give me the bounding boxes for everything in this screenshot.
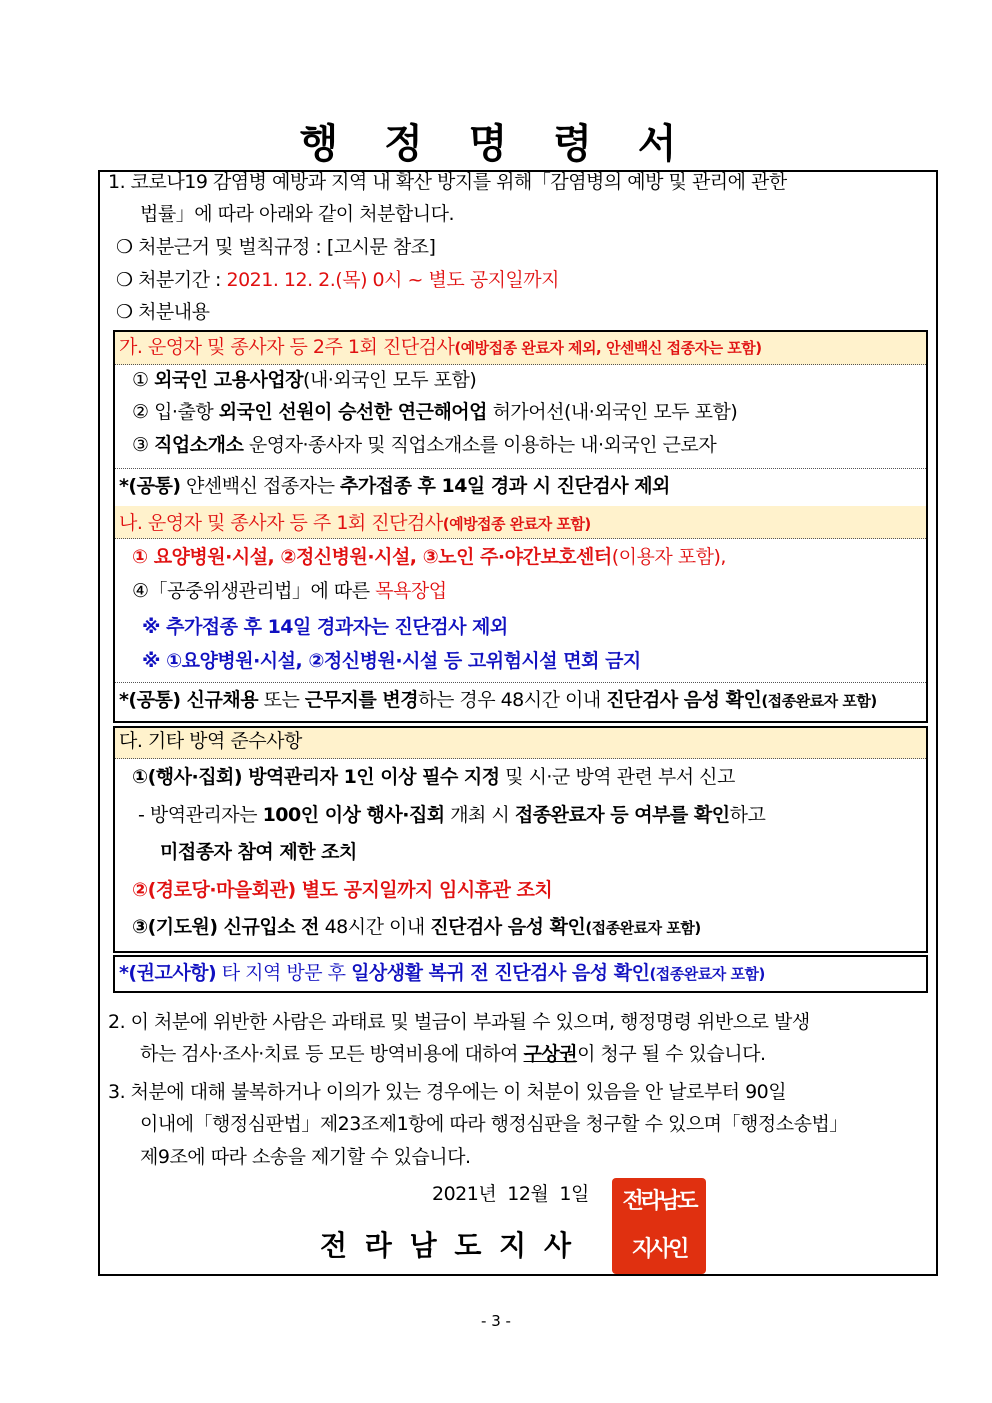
- text-segment: (예방접종 완료자 포함): [442, 515, 591, 533]
- basis-item: [116, 233, 435, 261]
- paragraph-2-line-2: [140, 1040, 766, 1068]
- text-segment: 외국인 고용사업장: [154, 369, 304, 391]
- paragraph-1-line-1: [108, 168, 787, 196]
- text-segment: 추가접종 후 14일 경과 시 진단검사 제외: [339, 475, 670, 497]
- paragraph-2-line-1: [108, 1008, 810, 1036]
- section-ga-item: [132, 366, 476, 394]
- text-segment: 및 시·군 방역 관련 부서 신고: [499, 766, 735, 788]
- text-segment: 미접종자 참여 제한 조치: [160, 841, 357, 863]
- text-segment: 이내에「행정심판법」제23조제1항에 따라 행정심판을 청구할 수 있으며「행정소송법」: [140, 1113, 848, 1135]
- text-segment: 목욕장업: [375, 580, 447, 602]
- paragraph-3-line-2: [140, 1110, 848, 1138]
- paragraph-3-line-1: [108, 1078, 786, 1106]
- text-segment: (접종완료자 포함): [761, 692, 877, 710]
- section-da-item: [132, 876, 552, 904]
- content-item: [116, 298, 210, 326]
- recommendation-text: [119, 959, 765, 988]
- section-na-common-note: [119, 686, 877, 715]
- section-na-note: [142, 613, 508, 641]
- text-segment: 2021. 12. 2.(목) 0시 ~ 별도 공지일까지: [226, 269, 559, 291]
- text-segment: 하는 검사·조사·치료 등 모든 방역비용에 대하여: [140, 1043, 524, 1065]
- text-segment: (예방접종 완료자 제외, 안센백신 접종자는 포함): [454, 339, 762, 357]
- paragraph-1-line-2: [140, 200, 454, 228]
- text-segment: 다. 기타 방역 준수사항: [119, 730, 302, 752]
- divider: [115, 468, 926, 469]
- text-segment: ※ 추가접종 후 14일 경과자는 진단검사 제외: [142, 616, 508, 638]
- text-segment: 가. 운영자 및 종사자 등 2주 1회 진단검사: [119, 336, 455, 358]
- text-segment: 운영자·종사자 및 직업소개소를 이용하는 내·외국인 근로자: [243, 434, 717, 456]
- stamp-text: 전라남도: [622, 1189, 696, 1214]
- text-segment: 이 청구 될 수 있습니다.: [577, 1043, 766, 1065]
- text-segment: ❍ 처분내용: [116, 301, 210, 323]
- text-segment: ② 입·출항: [132, 401, 219, 423]
- text-segment: 허가어선(내·외국인 모두 포함): [487, 401, 738, 423]
- text-segment: 타 지역 방문 후: [216, 962, 352, 984]
- section-da-item: [132, 913, 701, 942]
- period-item: [116, 266, 559, 294]
- text-segment: 1. 코로나19 감염병 예방과 지역 내 확산 방지를 위해「감염병의 예방 및 관리에 관한: [108, 171, 787, 193]
- text-segment: ❍ 처분근거 및 벌칙규정 : [고시문 참조]: [116, 236, 436, 258]
- section-ga-item: [132, 398, 737, 426]
- text-segment: *(공통): [119, 475, 181, 497]
- text-segment: 2. 이 처분에 위반한 사람은 과태료 및 벌금이 부과될 수 있으며, 행정명령 위반으로 발생: [108, 1011, 810, 1033]
- text-segment: 하는 경우 48시간 이내: [418, 689, 607, 711]
- text-segment: 구상권: [523, 1043, 578, 1065]
- text-segment: *(공통) 신규채용: [119, 689, 259, 711]
- text-segment: - 방역관리자는: [138, 804, 263, 826]
- text-segment: (내·외국인 모두 포함): [303, 369, 477, 391]
- text-segment: ②(경로당·마을회관) 별도 공지일까지 임시휴관 조치: [132, 879, 553, 901]
- text-segment: 외국인 선원이 승선한 연근해어업: [218, 401, 488, 423]
- divider: [115, 682, 926, 683]
- section-ga-header: [119, 333, 762, 362]
- text-segment: 직업소개소: [154, 434, 244, 456]
- text-segment: 100인 이상 행사·집회: [262, 804, 445, 826]
- text-segment: ※ ①요양병원·시설, ②정신병원·시설 등 고위험시설 면회 금지: [142, 650, 641, 672]
- text-segment: ① 요양병원·시설, ②정신병원·시설, ③노인 주·야간보호센터: [132, 546, 612, 568]
- text-segment: ④「공중위생관리법」에 따른: [132, 580, 376, 602]
- text-segment: (이용자 포함),: [611, 546, 726, 568]
- text-segment: 얀센백신 접종자는: [180, 475, 340, 497]
- text-segment: 진단검사 음성 확인: [430, 916, 586, 938]
- text-segment: (접종완료자 포함): [649, 965, 765, 983]
- text-segment: ③(기도원) 신규입소 전: [132, 916, 320, 938]
- page-number: - 3 -: [481, 1312, 511, 1330]
- text-segment: 근무지를 변경: [304, 689, 419, 711]
- official-seal-stamp: [612, 1178, 706, 1274]
- text-segment: 제9조에 따라 소송을 제기할 수 있습니다.: [140, 1146, 471, 1168]
- text-segment: 일상생활 복귀 전 진단검사 음성 확인: [351, 962, 650, 984]
- section-da-item: [132, 763, 735, 791]
- section-ga-item: [132, 431, 716, 459]
- section-na-item: [132, 543, 726, 571]
- text-segment: 진단검사 음성 확인: [606, 689, 762, 711]
- section-na-header: [119, 509, 591, 538]
- text-segment: ①: [132, 369, 155, 391]
- text-segment: ❍ 처분기간 :: [116, 269, 227, 291]
- text-segment: 접종완료자 등 여부를 확인: [514, 804, 730, 826]
- text-segment: 또는: [258, 689, 305, 711]
- issuer-signature: 전 라 남 도 지 사: [320, 1229, 576, 1262]
- section-da-item: [160, 838, 357, 866]
- text-segment: 법률」에 따라 아래와 같이 처분합니다.: [140, 203, 455, 225]
- text-segment: 나. 운영자 및 종사자 등 주 1회 진단검사: [119, 512, 443, 534]
- text-segment: 2021년 12월 1일: [432, 1183, 589, 1205]
- paragraph-3-line-3: [140, 1143, 471, 1171]
- text-segment: 개최 시: [444, 804, 515, 826]
- section-na-item: [132, 577, 447, 605]
- document-title: 행 정 명 령 서: [299, 121, 693, 167]
- text-segment: 하고: [729, 804, 766, 826]
- text-segment: 3. 처분에 대해 불복하거나 이의가 있는 경우에는 이 처분이 있음을 안 날로부터 90일: [108, 1081, 787, 1103]
- section-na-note: [142, 647, 641, 675]
- section-da-item: [138, 801, 765, 829]
- stamp-text: 지사인: [631, 1237, 687, 1262]
- section-da-header: [119, 727, 302, 755]
- issue-date: [432, 1180, 589, 1208]
- section-ga-common-note: [119, 472, 670, 500]
- text-segment: ①(행사·집회) 방역관리자 1인 이상 필수 지정: [132, 766, 500, 788]
- text-segment: (접종완료자 포함): [585, 919, 701, 937]
- text-segment: 48시간 이내: [319, 916, 431, 938]
- text-segment: ③: [132, 434, 155, 456]
- text-segment: *(권고사항): [119, 962, 217, 984]
